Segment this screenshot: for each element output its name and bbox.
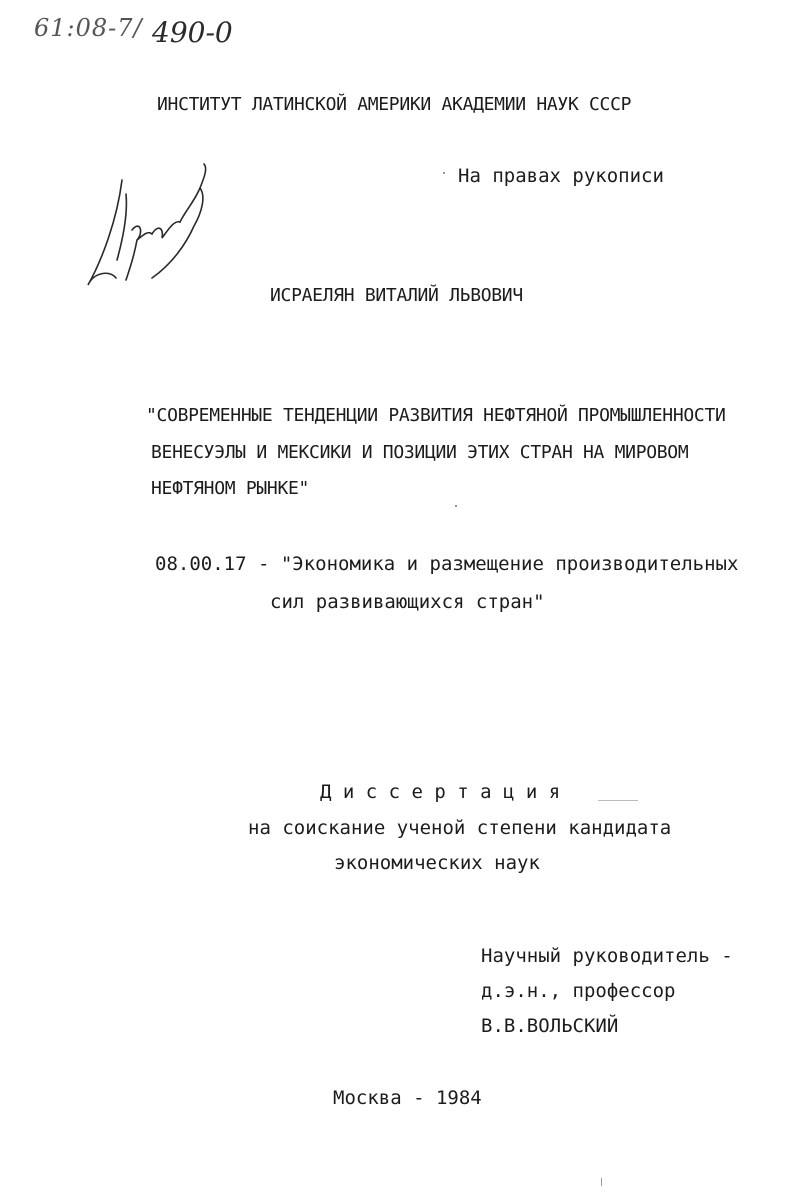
archive-number: 490-0: [152, 16, 233, 49]
author-name: ИСРАЕЛЯН ВИТАЛИЙ ЛЬВОВИЧ: [270, 285, 523, 306]
specialty-line-1: 08.00.17 - "Экономика и размещение производительных: [155, 553, 739, 575]
scan-speck: [455, 505, 457, 507]
dissertation-title-line-3: НЕФТЯНОМ РЫНКЕ": [151, 478, 310, 499]
work-type: Д и с с е р т а ц и я: [320, 781, 561, 803]
dissertation-title-line-2: ВЕНЕСУЭЛЫ И МЕКСИКИ И ПОЗИЦИИ ЭТИХ СТРАН НА МИРОВОМ: [151, 442, 689, 463]
supervisor-name: В.В.ВОЛЬСКИЙ: [481, 1015, 619, 1037]
scan-speck: [443, 172, 445, 174]
work-degree-line-2: экономических наук: [334, 852, 540, 874]
scan-speck: [601, 1178, 602, 1186]
author-signature: [82, 160, 222, 300]
scan-speck: [598, 800, 638, 801]
manuscript-rights: На правах рукописи: [458, 165, 664, 187]
dissertation-title-line-1: "СОВРЕМЕННЫЕ ТЕНДЕНЦИИ РАЗВИТИЯ НЕФТЯНОЙ ПРОМЫШЛЕННОСТИ: [146, 405, 726, 426]
institute-name: ИНСТИТУТ ЛАТИНСКОЙ АМЕРИКИ АКАДЕМИИ НАУК СССР: [157, 94, 632, 115]
supervisor-role: Научный руководитель -: [481, 945, 733, 967]
specialty-line-2: сил развивающихся стран": [270, 591, 545, 613]
work-degree-line-1: на соискание ученой степени кандидата: [248, 817, 672, 839]
archive-code: 61:08-7/: [34, 14, 143, 42]
supervisor-degree: д.э.н., профессор: [481, 980, 676, 1002]
place-year: Москва - 1984: [333, 1087, 482, 1109]
